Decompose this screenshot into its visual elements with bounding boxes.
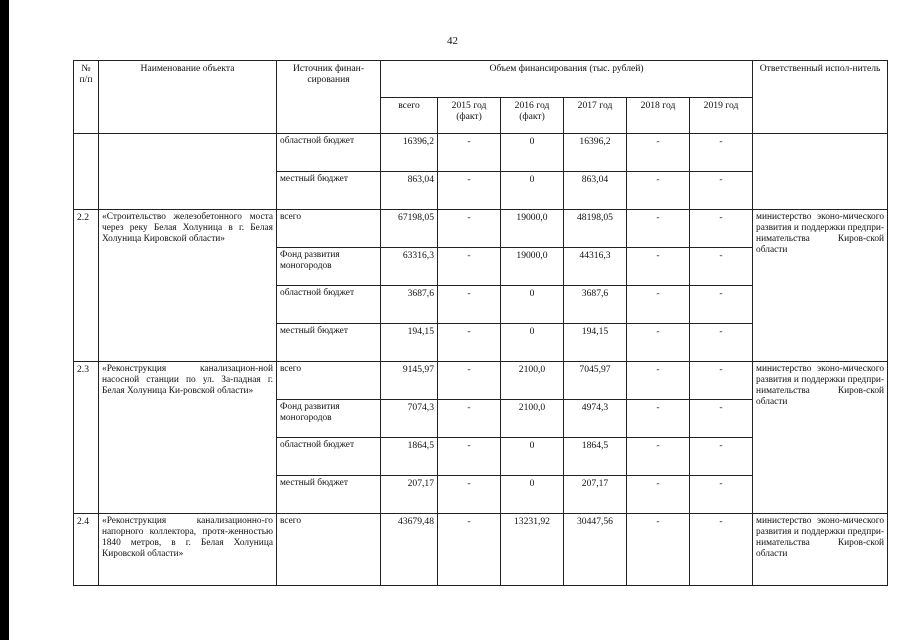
value-2016: 0 [501, 172, 564, 210]
value-2017: 3687,6 [564, 286, 627, 324]
value-2018: - [627, 134, 690, 172]
total-value: 1864,5 [381, 438, 438, 476]
value-2016: 2100,0 [501, 362, 564, 400]
value-2018: - [627, 286, 690, 324]
funding-source: областной бюджет [277, 438, 381, 476]
item-number: 2.4 [74, 514, 99, 586]
page-number: 42 [447, 35, 458, 47]
table-row [74, 134, 888, 172]
value-2017: 4974,3 [564, 400, 627, 438]
value-2015: - [438, 476, 501, 514]
funding-source: местный бюджет [277, 324, 381, 362]
funding-source: областной бюджет [277, 134, 381, 172]
value-2017: 48198,05 [564, 210, 627, 248]
header-total: всего [381, 98, 438, 134]
value-2015: - [438, 324, 501, 362]
funding-source: Фонд развития моногородов [277, 400, 381, 438]
value-2018: - [627, 438, 690, 476]
value-2015: - [438, 362, 501, 400]
value-2016: 13231,92 [501, 514, 564, 586]
value-2015: - [438, 248, 501, 286]
header-num: № п/п [74, 61, 99, 134]
item-number: 2.2 [74, 210, 99, 362]
value-2015: - [438, 172, 501, 210]
total-value: 43679,48 [381, 514, 438, 586]
value-2017: 194,15 [564, 324, 627, 362]
value-2019: - [690, 362, 753, 400]
value-2018: - [627, 400, 690, 438]
value-2017: 44316,3 [564, 248, 627, 286]
item-number [74, 134, 99, 210]
value-2019: - [690, 514, 753, 586]
value-2017: 30447,56 [564, 514, 627, 586]
total-value: 863,04 [381, 172, 438, 210]
value-2019: - [690, 210, 753, 248]
item-number: 2.3 [74, 362, 99, 514]
value-2019: - [690, 286, 753, 324]
header-2017: 2017 год [564, 98, 627, 134]
total-value: 194,15 [381, 324, 438, 362]
value-2018: - [627, 324, 690, 362]
total-value: 16396,2 [381, 134, 438, 172]
responsible-executor [753, 134, 888, 210]
value-2015: - [438, 400, 501, 438]
header-responsible: Ответственный испол-нитель [753, 61, 888, 134]
funding-source: местный бюджет [277, 476, 381, 514]
value-2017: 863,04 [564, 172, 627, 210]
responsible-executor: министерство эконо-мического развития и поддержки предпри-нимательства Киров-ской области [753, 514, 888, 586]
funding-source: местный бюджет [277, 172, 381, 210]
table-row [74, 514, 888, 586]
value-2016: 0 [501, 476, 564, 514]
table-row [74, 362, 888, 400]
value-2017: 7045,97 [564, 362, 627, 400]
table-body [74, 134, 888, 586]
value-2017: 16396,2 [564, 134, 627, 172]
value-2019: - [690, 438, 753, 476]
header-volume: Объем финансирования (тыс. рублей) [381, 61, 753, 98]
header-row-1 [74, 61, 888, 98]
total-value: 9145,97 [381, 362, 438, 400]
value-2017: 1864,5 [564, 438, 627, 476]
value-2019: - [690, 134, 753, 172]
value-2016: 0 [501, 438, 564, 476]
scan-edge-bar [0, 0, 9, 640]
value-2016: 0 [501, 324, 564, 362]
value-2018: - [627, 210, 690, 248]
funding-source: всего [277, 210, 381, 248]
value-2019: - [690, 400, 753, 438]
value-2015: - [438, 514, 501, 586]
total-value: 3687,6 [381, 286, 438, 324]
header-2018: 2018 год [627, 98, 690, 134]
object-name: «Реконструкция канализацион-ной насосной станции по ул. За-падная г. Белая Холуница Ки-ровской области» [99, 362, 277, 514]
value-2018: - [627, 362, 690, 400]
table-row [74, 210, 888, 248]
total-value: 7074,3 [381, 400, 438, 438]
funding-source: областной бюджет [277, 286, 381, 324]
value-2016: 19000,0 [501, 248, 564, 286]
value-2016: 0 [501, 286, 564, 324]
value-2019: - [690, 324, 753, 362]
value-2016: 2100,0 [501, 400, 564, 438]
value-2015: - [438, 438, 501, 476]
value-2018: - [627, 476, 690, 514]
financing-table [73, 60, 888, 586]
funding-source: всего [277, 362, 381, 400]
header-2015: 2015 год (факт) [438, 98, 501, 134]
value-2017: 207,17 [564, 476, 627, 514]
header-source: Источник финан-сирования [277, 61, 381, 134]
header-2019: 2019 год [690, 98, 753, 134]
value-2018: - [627, 172, 690, 210]
header-name: Наименование объекта [99, 61, 277, 134]
total-value: 207,17 [381, 476, 438, 514]
value-2018: - [627, 514, 690, 586]
funding-source: всего [277, 514, 381, 586]
value-2016: 19000,0 [501, 210, 564, 248]
object-name: «Строительство железобетонного моста через реку Белая Холуница в г. Белая Холуница Кировской области» [99, 210, 277, 362]
total-value: 63316,3 [381, 248, 438, 286]
funding-source: Фонд развития моногородов [277, 248, 381, 286]
value-2015: - [438, 210, 501, 248]
object-name: «Реконструкция канализационно-го напорного коллектора, протя-женностью 1840 метров, в г. Белая Холуница Кировской области» [99, 514, 277, 586]
responsible-executor: министерство эконо-мического развития и поддержки предпри-нимательства Киров-ской области [753, 210, 888, 362]
value-2018: - [627, 248, 690, 286]
header-2016: 2016 год (факт) [501, 98, 564, 134]
value-2016: 0 [501, 134, 564, 172]
value-2015: - [438, 134, 501, 172]
responsible-executor: министерство эконо-мического развития и поддержки предпри-нимательства Киров-ской области [753, 362, 888, 514]
object-name [99, 134, 277, 210]
value-2019: - [690, 172, 753, 210]
value-2015: - [438, 286, 501, 324]
value-2019: - [690, 248, 753, 286]
value-2019: - [690, 476, 753, 514]
total-value: 67198,05 [381, 210, 438, 248]
